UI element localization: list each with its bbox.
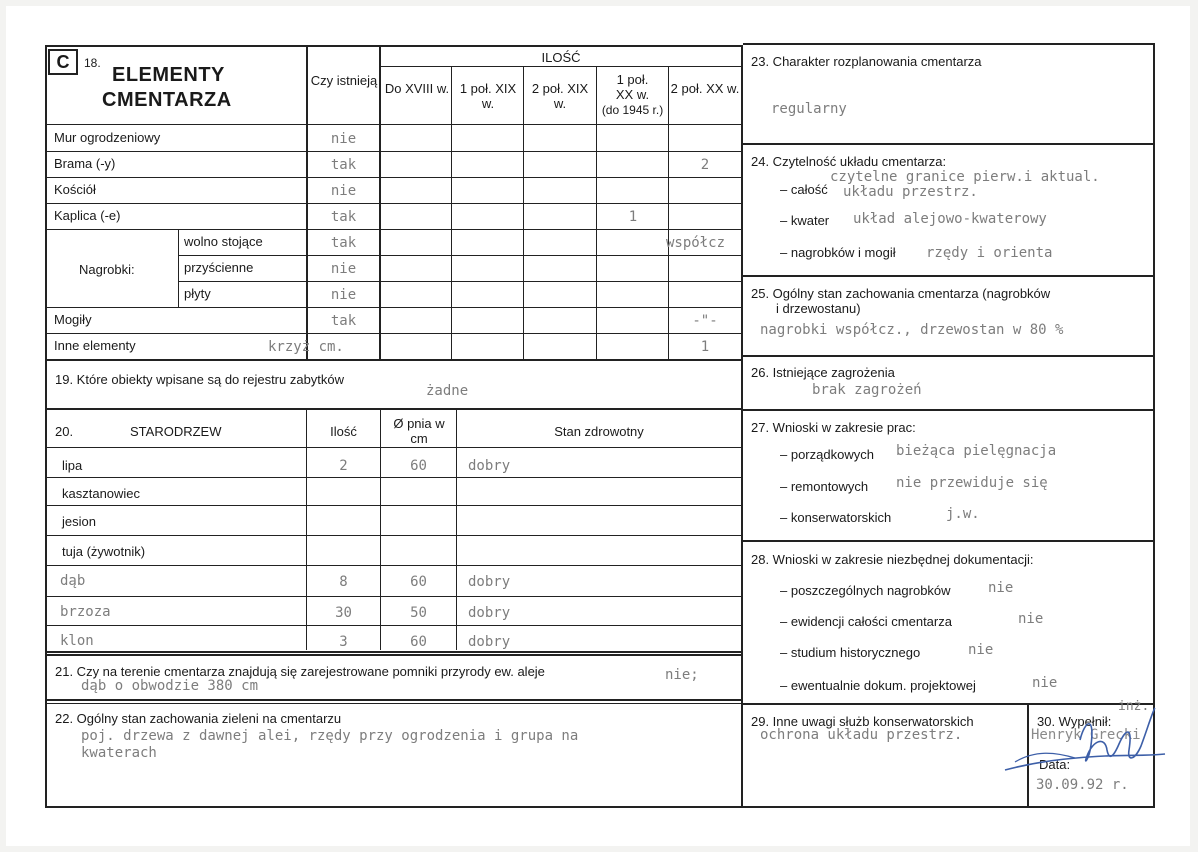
s25-label1: 25. Ogólny stan zachowania cmentarza (nagrobków — [751, 286, 1051, 301]
s18-header-bottom — [46, 124, 742, 125]
border-left-bottom — [46, 806, 743, 808]
s18-row-label: płyty — [184, 286, 211, 301]
s18-row-line — [178, 281, 742, 282]
border-right-right — [1153, 43, 1155, 808]
s18-title-line1: ELEMENTY — [112, 64, 225, 86]
s27-item-label: – remontowych — [780, 479, 869, 494]
s28-item-value: nie — [988, 580, 1014, 596]
s18-cell-value: 1 — [700, 339, 710, 355]
s30-name: Henryk Grecki — [1031, 727, 1141, 743]
s24-kwater-label: – kwater — [780, 213, 830, 228]
s28-item-label: – studium historycznego — [780, 645, 921, 660]
s21-top — [46, 654, 742, 656]
s18-row-line — [46, 229, 742, 230]
col-2pol-xix: 2 poł. XIX w. — [531, 81, 589, 111]
tree-count: 8 — [339, 574, 348, 590]
s18-nagrobki-v — [178, 229, 179, 308]
col-1pol-xx-b: XX w. — [615, 87, 650, 102]
s18-bottom — [46, 359, 742, 361]
s20-row-line — [46, 596, 742, 597]
s20-row-line — [46, 477, 742, 478]
s21-detail: dąb o obwodzie 380 cm — [81, 678, 259, 694]
s18-row-line — [46, 151, 742, 152]
tree-diameter: 50 — [410, 605, 427, 621]
s20-number: 20. — [55, 424, 74, 439]
s24-calosc-value1: czytelne granice pierw.i aktual. — [830, 169, 1100, 185]
tree-name: lipa — [62, 458, 83, 473]
s27-item-value: bieżąca pielęgnacja — [896, 443, 1057, 459]
border-right-top — [743, 43, 1155, 45]
col-1pol-xx-a: 1 poł. — [616, 72, 649, 87]
s23-value: regularny — [771, 101, 847, 117]
s18-ilosc-sub — [380, 66, 742, 67]
s22-line1: poj. drzewa z dawnej alei, rzędy przy ogrodzenia i grupa na — [81, 728, 579, 744]
s20-v3 — [456, 409, 457, 650]
tree-health: dobry — [468, 574, 511, 590]
s20-bottom — [46, 651, 742, 653]
border-right-bottom — [743, 806, 1155, 808]
s27-item-label: – porządkowych — [780, 447, 874, 462]
s18-row-line — [46, 333, 742, 334]
s18-row-label: Mur ogrodzeniowy — [54, 130, 161, 145]
tree-name: tuja (żywotnik) — [62, 544, 146, 559]
col-czy-istnieja: Czy istnieją — [310, 73, 378, 88]
tree-count: 30 — [335, 605, 352, 621]
s25-label2: i drzewostanu) — [776, 301, 861, 316]
s28-item-label: – ewidencji całości cmentarza — [780, 614, 952, 629]
s21-answer: nie; — [665, 667, 699, 683]
s24-calosc-value2: układu przestrz. — [843, 184, 978, 200]
s23-bottom — [742, 143, 1154, 145]
s25-bottom — [742, 355, 1154, 357]
s18-cell-value: 2 — [700, 157, 710, 173]
s18-title-line2: CMENTARZA — [102, 89, 232, 111]
s27-item-label: – konserwatorskich — [780, 510, 892, 525]
signature-mark — [995, 700, 1175, 780]
s18-cell-value: tak — [330, 209, 357, 225]
tree-diameter: 60 — [410, 634, 427, 650]
s18-row-label: przyścienne — [184, 260, 254, 275]
col-do-xviii: Do XVIII w. — [384, 81, 450, 96]
s24-nagrobkow-value: rzędy i orienta — [926, 245, 1053, 261]
tree-health: dobry — [468, 634, 511, 650]
s18-cell-value: 1 — [628, 209, 638, 225]
s18-cell-value: współcz — [666, 235, 726, 251]
s28-item-value: nie — [1018, 611, 1044, 627]
section-letter-box: C — [48, 49, 78, 75]
s18-v-c2 — [523, 66, 524, 360]
s18-cell-value: nie — [330, 261, 357, 277]
s18-row-label: Kościół — [54, 182, 96, 197]
tree-diameter: 60 — [410, 458, 427, 474]
s20-row-line — [46, 565, 742, 566]
s26-label: 26. Istniejące zagrożenia — [751, 365, 895, 380]
col-2pol-xx: 2 poł. XX w. — [670, 81, 740, 96]
s24-kwater-value: układ alejowo-kwaterowy — [853, 211, 1047, 227]
s25-value: nagrobki współcz., drzewostan w 80 % — [760, 322, 1064, 338]
s20-header-bottom — [46, 447, 742, 448]
s21-label: 21. Czy na terenie cmentarza znajdują się zarejestrowane pomniki przyrody ew. aleje — [55, 664, 545, 679]
s20-row-line — [46, 505, 742, 506]
s18-cell-value: -"- — [692, 313, 718, 329]
s22-top — [46, 703, 742, 704]
s18-cell-value: tak — [330, 157, 357, 173]
s18-row-line — [46, 307, 742, 308]
s18-cell-value: nie — [330, 131, 357, 147]
tree-name: brzoza — [60, 604, 111, 620]
s18-v-c1 — [451, 66, 452, 360]
s19-bottom — [46, 408, 742, 410]
border-left-left — [45, 45, 47, 808]
col-ilosc: ILOŚĆ — [541, 50, 581, 65]
s30-label: 30. Wypełnił: — [1037, 714, 1112, 729]
tree-name: jesion — [62, 514, 96, 529]
s20-title: STARODRZEW — [130, 424, 222, 439]
s21-bottom — [46, 699, 742, 701]
s19-label: 19. Które obiekty wpisane są do rejestru zabytków — [55, 372, 345, 387]
col-1pol-xx-c: (do 1945 r.) — [601, 103, 664, 117]
s29-label: 29. Inne uwagi służb konserwatorskich — [751, 714, 974, 729]
s24-calosc-label: – całość — [780, 182, 828, 197]
s22-label: 22. Ogólny stan zachowania zieleni na cmentarzu — [55, 711, 342, 726]
s27-item-value: nie przewiduje się — [896, 475, 1048, 491]
tree-count: 3 — [339, 634, 348, 650]
s20-row-line — [46, 625, 742, 626]
s27-bottom — [742, 540, 1154, 542]
tree-count: 2 — [339, 458, 348, 474]
s28-item-label: – poszczególnych nagrobków — [780, 583, 951, 598]
s22-line2: kwaterach — [81, 745, 157, 761]
s28-item-value: nie — [968, 642, 994, 658]
s20-col-stan: Stan zdrowotny — [554, 424, 644, 439]
border-middle-divider — [741, 45, 743, 808]
s30-date-value: 30.09.92 r. — [1036, 777, 1129, 793]
s28-label: 28. Wnioski w zakresie niezbędnej dokumentacji: — [751, 552, 1034, 567]
tree-diameter: 60 — [410, 574, 427, 590]
s18-cell-value: tak — [330, 235, 357, 251]
tree-name: kasztanowiec — [62, 486, 141, 501]
s18-cell-value: nie — [330, 287, 357, 303]
nagrobki-label: Nagrobki: — [79, 262, 135, 277]
s19-value: żadne — [426, 383, 469, 399]
s18-row-label: Mogiły — [54, 312, 92, 327]
s18-row-label: Inne elementy — [54, 338, 136, 353]
s28-item-value: nie — [1032, 675, 1058, 691]
tree-name: dąb — [60, 573, 86, 589]
s30-date-label: Data: — [1039, 757, 1071, 772]
s26-bottom — [742, 409, 1154, 411]
s18-row-line — [46, 203, 742, 204]
tree-health: dobry — [468, 458, 511, 474]
border-left-top — [46, 45, 743, 47]
s26-value: brak zagrożeń — [812, 382, 922, 398]
tree-name: klon — [60, 633, 94, 649]
s29-value: ochrona układu przestrz. — [760, 727, 963, 743]
s18-row-label: wolno stojące — [184, 234, 263, 249]
s24-label: 24. Czytelność układu cmentarza: — [751, 154, 947, 169]
s28-item-label: – ewentualnie dokum. projektowej — [780, 678, 976, 693]
tree-health: dobry — [468, 605, 511, 621]
s18-row-label: Kaplica (-e) — [54, 208, 121, 223]
s23-label: 23. Charakter rozplanowania cmentarza — [751, 54, 982, 69]
s27-label: 27. Wnioski w zakresie prac: — [751, 420, 916, 435]
s20-col-pien: Ø pnia w cm — [393, 416, 445, 446]
col-1pol-xix: 1 poł. XIX w. — [459, 81, 517, 111]
s24-nagrobkow-label: – nagrobków i mogił — [780, 245, 896, 260]
s18-number: 18. — [84, 56, 101, 70]
s30-prefix: inż. — [1118, 699, 1150, 714]
s18-cell-value: krzyż cm. — [268, 339, 344, 355]
s18-row-label: Brama (-y) — [54, 156, 116, 171]
s20-row-line — [46, 535, 742, 536]
s27-item-value: j.w. — [946, 506, 980, 522]
s24-bottom — [742, 275, 1154, 277]
s18-row-line — [178, 255, 742, 256]
s20-col-ilosc: Ilość — [330, 424, 357, 439]
s18-row-line — [46, 177, 742, 178]
s18-cell-value: nie — [330, 183, 357, 199]
s18-cell-value: tak — [330, 313, 357, 329]
